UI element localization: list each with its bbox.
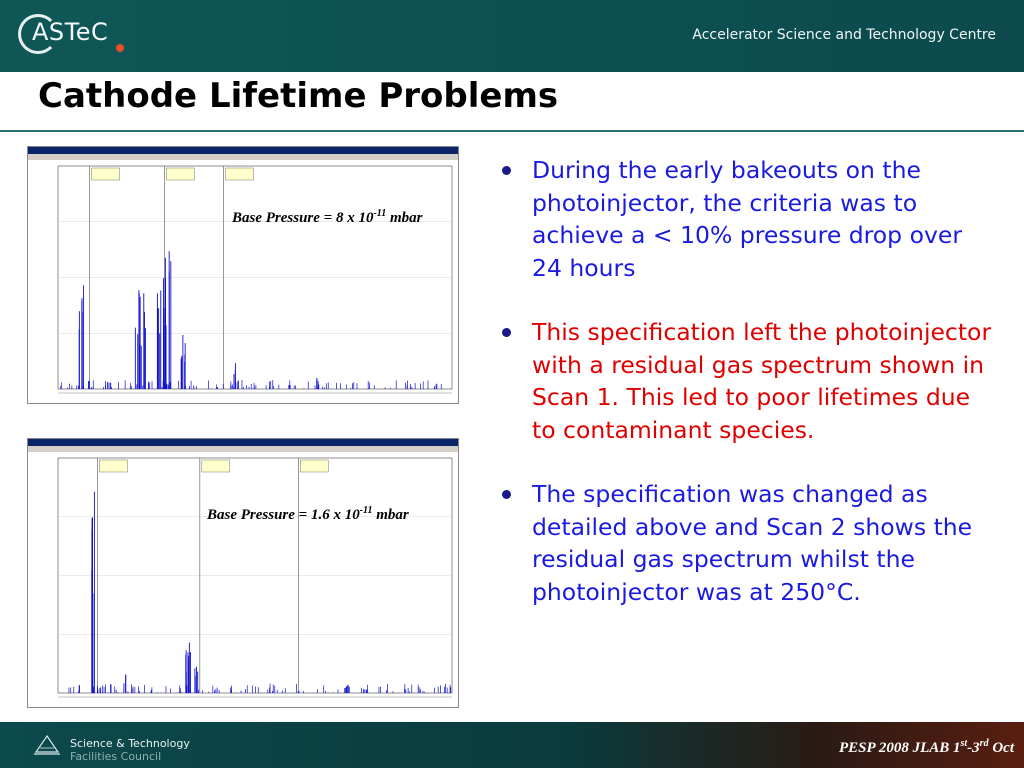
bullet-list (494, 154, 994, 640)
conference-sup-rd: rd (979, 738, 989, 749)
mass-marker-label (166, 168, 194, 180)
scan-1-caption-text: Base Pressure = 8 x 10 (232, 210, 374, 226)
scan-1-caption-exponent: -11 (373, 208, 387, 219)
stfc-name-line2: Facilities Council (70, 750, 162, 763)
scan-2-caption-exponent: -11 (359, 505, 373, 516)
bullet-dot-icon (502, 166, 511, 175)
scan-1-window-titlebar (28, 147, 458, 154)
conference-label (839, 738, 1014, 757)
mass-marker-label (225, 168, 253, 180)
scan-1-screenshot (27, 146, 459, 404)
scan-2-caption-text: Base Pressure = 1.6 x 10 (207, 507, 360, 523)
bullet-text: The specification was changed as detailed above and Scan 2 shows the residual gas spectrum whilst the photoinjector was at 250°C. (532, 480, 973, 606)
stfc-name-line1: Science & Technology (70, 737, 190, 750)
scan-1-caption-unit: mbar (386, 210, 423, 226)
scan-1-spectrum-plot (28, 160, 458, 403)
astec-logo (18, 12, 118, 58)
scan-2-window-titlebar (28, 439, 458, 446)
bullet-text: During the early bakeouts on the photoinjector, the criteria was to achieve a < 10% pressure drop over 24 hours (532, 156, 962, 282)
scan-2-caption-unit: mbar (372, 507, 409, 523)
scan-2-screenshot (27, 438, 459, 708)
logo-text: ASTeC (32, 18, 109, 46)
mass-marker-label (202, 460, 230, 472)
bullet-text: This specification left the photoinjector with a residual gas spectrum shown in Scan 1. This led to poor lifetimes due to contaminant species. (532, 318, 992, 444)
bullet-item (494, 478, 994, 608)
mass-marker-label (99, 460, 127, 472)
centre-name: Accelerator Science and Technology Centre (692, 27, 996, 43)
scan-1-spectrum-svg (28, 160, 458, 403)
conference-prefix: PESP 2008 JLAB 1 (838, 740, 961, 756)
conference-suffix: Oct (988, 740, 1014, 756)
scan-1-caption (232, 208, 423, 227)
bullet-dot-icon (502, 490, 511, 499)
scan-2-caption (207, 505, 409, 524)
conference-sup-st: st (960, 738, 968, 749)
conference-mid: -3 (967, 740, 980, 756)
bullet-dot-icon (502, 328, 511, 337)
mass-marker-label (92, 168, 120, 180)
mass-marker-label (300, 460, 328, 472)
scan-2-spectrum-plot (28, 452, 458, 707)
bullet-item (494, 316, 994, 446)
stfc-name (70, 737, 190, 763)
stfc-logo-icon (32, 734, 62, 756)
bullet-item (494, 154, 994, 284)
scan-2-spectrum-svg (28, 452, 458, 707)
logo-dot-icon (116, 44, 124, 52)
title-divider (0, 130, 1024, 132)
slide-title: Cathode Lifetime Problems (38, 76, 559, 116)
